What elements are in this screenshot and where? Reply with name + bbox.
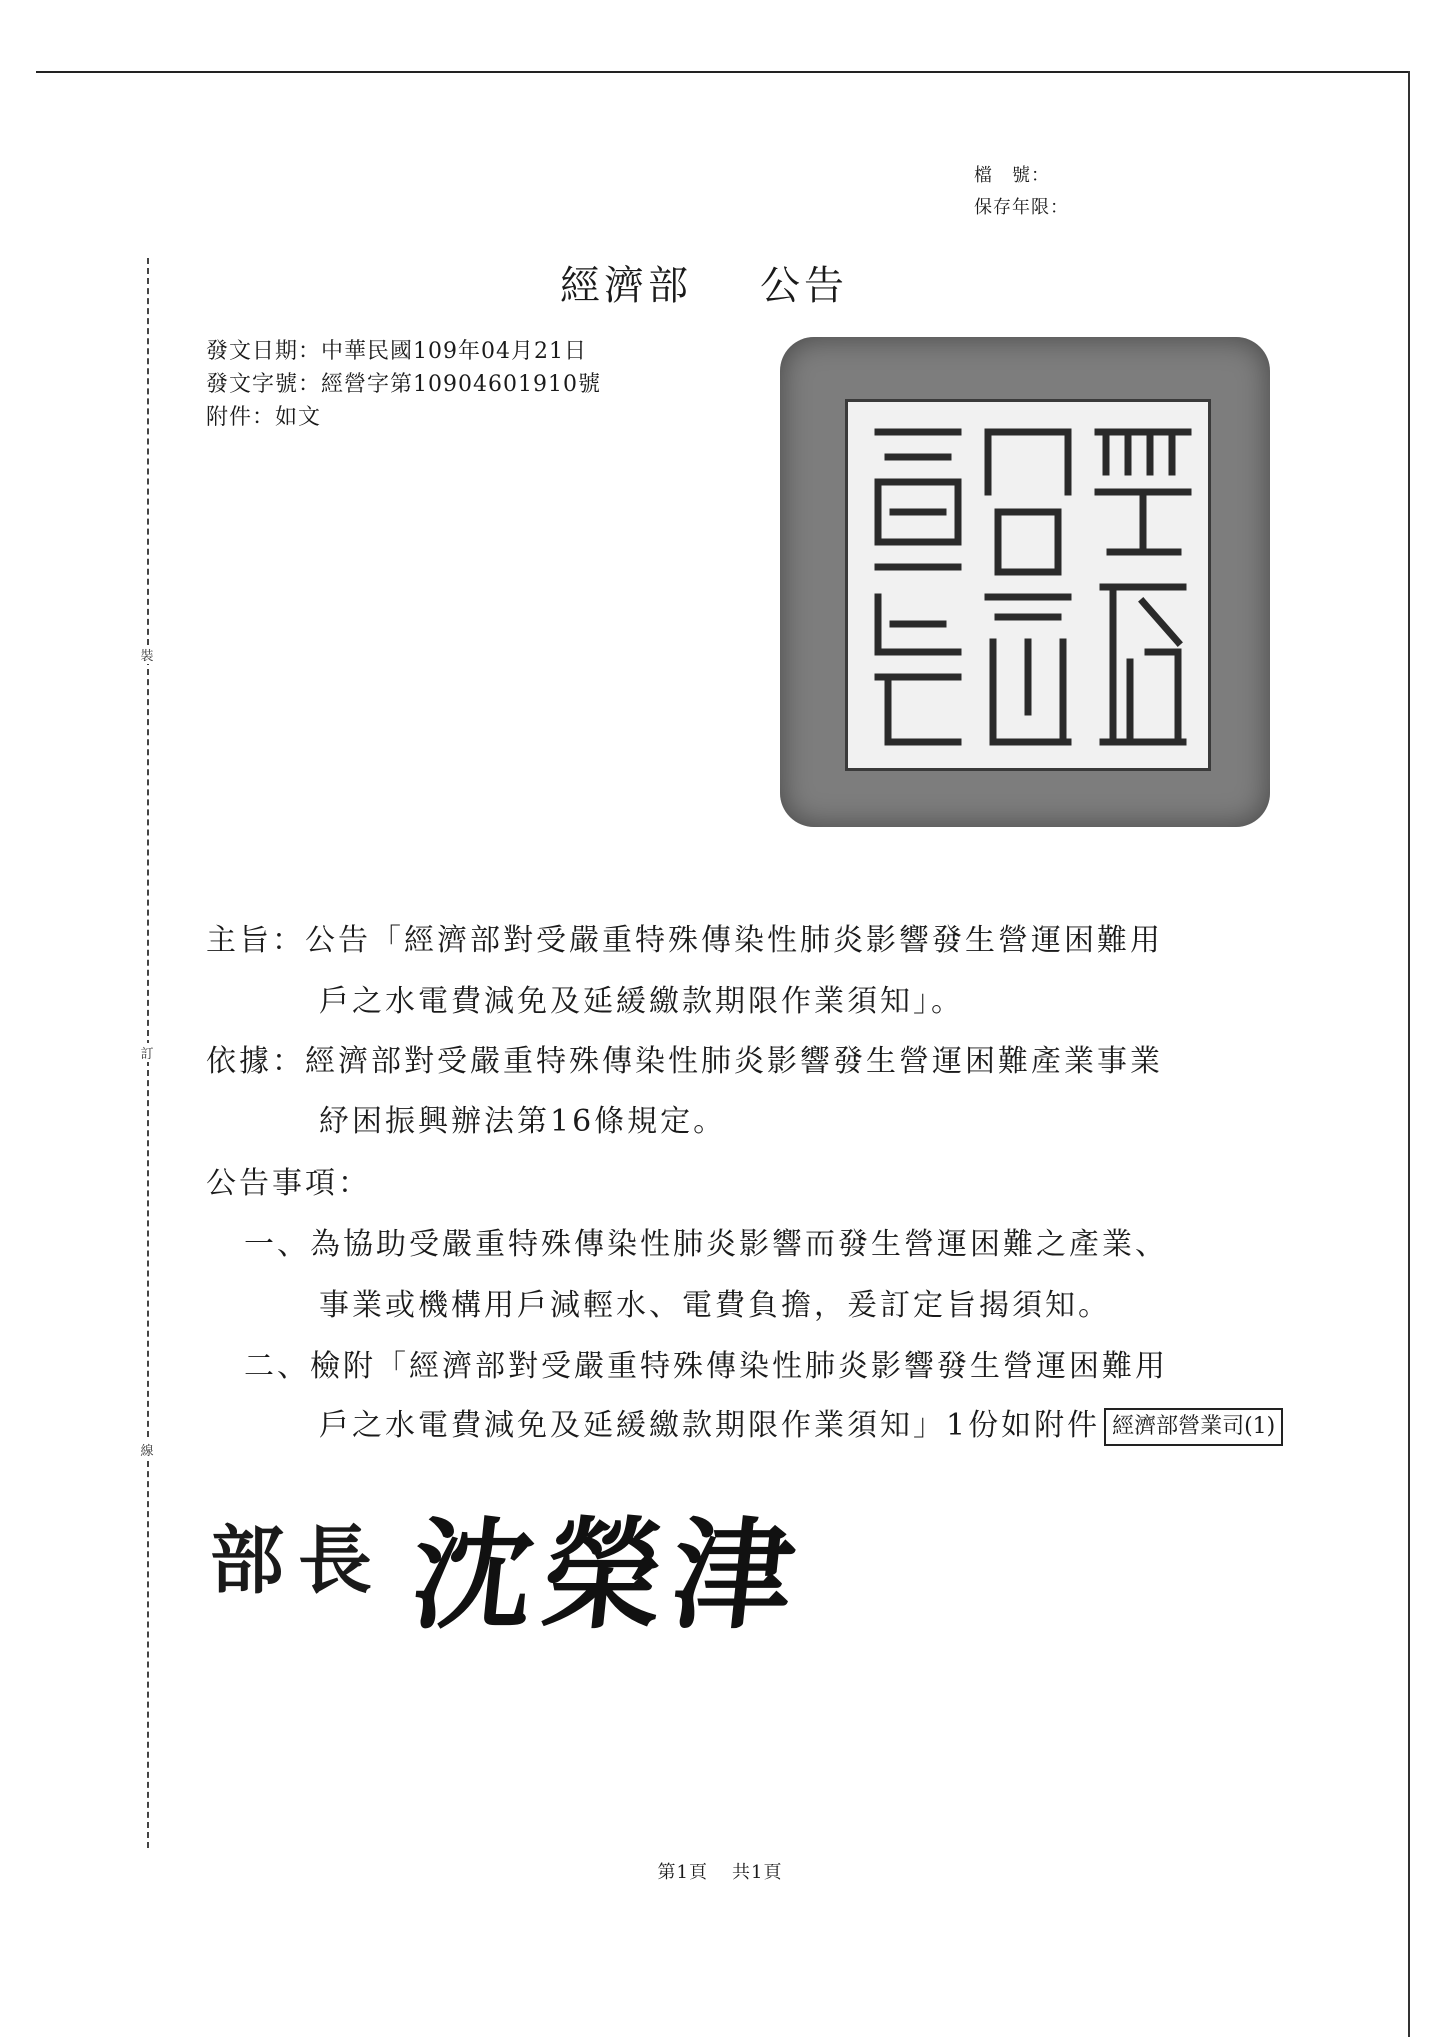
subject-label: 主旨： xyxy=(206,923,305,958)
page-total: 共1頁 xyxy=(732,1862,783,1883)
notice-item-2-text-2: 戶之水電費減免及延緩繳款期限作業須知」1份如附件 xyxy=(319,1408,1101,1443)
notice-heading: 公告事項： xyxy=(206,1166,371,1201)
minister-signature: 沈榮津 xyxy=(405,1507,811,1646)
minister-title: 部長 xyxy=(210,1518,386,1604)
subject-line-1 xyxy=(206,915,1266,959)
notice-item-2-line-1: 二、檢附「經濟部對受嚴重特殊傳染性肺炎影響發生營運困難用 xyxy=(244,1349,1168,1384)
basis-line-1 xyxy=(206,1036,1266,1080)
notice-item-2-line-2 xyxy=(319,1400,1283,1446)
document-type: 公告 xyxy=(760,263,848,309)
binding-mark-zhuang: 裝 xyxy=(136,645,158,664)
page-footer xyxy=(0,1858,1440,1884)
binding-mark-xian: 線 xyxy=(136,1440,158,1459)
seal-script-glyphs xyxy=(848,402,1208,768)
right-border-line xyxy=(1408,71,1410,2037)
subject-text-1: 公告「經濟部對受嚴重特殊傳染性肺炎影響發生營運困難用 xyxy=(305,923,1163,958)
issue-reference-number: 發文字號：經營字第10904601910號 xyxy=(206,372,601,397)
basis-text-2: 紓困振興辦法第16條規定。 xyxy=(319,1104,727,1139)
agency-name: 經濟部 xyxy=(560,263,692,309)
basis-text-1: 經濟部對受嚴重特殊傳染性肺炎影響發生營運困難產業事業 xyxy=(305,1044,1163,1079)
subject-text-2: 戶之水電費減免及延緩繳款期限作業須知」。 xyxy=(319,984,964,1019)
document-title xyxy=(560,254,848,311)
basis-label: 依據： xyxy=(206,1044,305,1079)
attachment-note: 附件：如文 xyxy=(206,405,322,430)
official-seal xyxy=(780,337,1270,827)
department-stamp: 經濟部營業司(1) xyxy=(1104,1408,1283,1446)
retention-period-label: 保存年限： xyxy=(974,197,1069,218)
issue-date: 發文日期：中華民國109年04月21日 xyxy=(206,339,587,364)
binding-mark-ding: 訂 xyxy=(136,1043,158,1062)
file-number-label: 檔 號： xyxy=(974,165,1050,186)
notice-item-1-line-2: 事業或機構用戶減輕水、電費負擔，爰訂定旨揭須知。 xyxy=(319,1288,1111,1323)
signature-block xyxy=(210,1480,811,1652)
official-seal-face xyxy=(845,399,1211,771)
issue-info-block xyxy=(206,335,601,434)
file-meta-block xyxy=(974,160,1069,224)
top-border-line xyxy=(36,71,1408,73)
notice-item-1-line-1: 一、為協助受嚴重特殊傳染性肺炎影響而發生營運困難之產業、 xyxy=(244,1227,1168,1262)
page-number: 第1頁 xyxy=(657,1862,708,1883)
